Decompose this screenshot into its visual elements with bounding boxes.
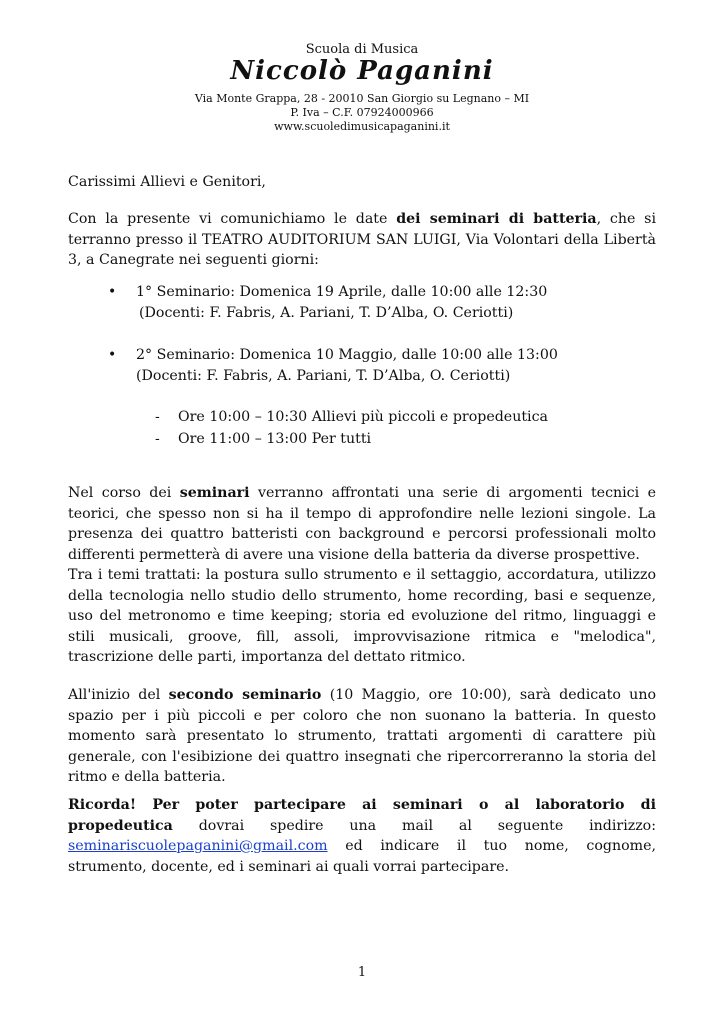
intro-text-bold: dei seminari di batteria [396,211,597,227]
page-number: 1 [357,965,367,980]
intro-text-after: , che si terranno presso il TEATRO AUDITORIUM SAN LUIGI, Via Volontari della Libertà 3, a Canegrate nei seguenti giorni: [68,211,656,268]
seminar-1-teachers: (Docenti: F. Fabris, A. Pariani, T. D’Alba, O. Ceriotti) [139,305,514,321]
reminder-bold: Ricorda! Per poter partecipare ai seminari o al laboratorio di propedeutica [68,797,656,834]
para1-before: Nel corso dei [68,485,180,501]
bullet-icon: • [108,347,117,363]
para2-bold: secondo seminario [168,687,322,703]
seminars-description [68,483,656,668]
vat-line: P. Iva – C.F. 07924000966 [290,106,434,119]
second-seminar-description [68,685,656,788]
reminder-middle: dovrai spedire una mail al seguente indirizzo: [172,817,656,834]
email-link[interactable]: seminariscuolepaganini@gmail.com [68,838,328,854]
website-line[interactable]: www.scuoledimusicapaganini.it [274,120,450,133]
school-contact-block [0,92,724,134]
registration-notice [68,795,656,877]
reminder-after: ed indicare il tuo nome, cognome, strumento, docente, ed i seminari ai quali vorrai partecipare. [68,838,656,875]
seminar-1-title: 1° Seminario: Domenica 19 Aprile, dalle 10:00 alle 12:30 [136,284,548,300]
schedule-item: Ore 10:00 – 10:30 Allievi più piccoli e propedeutica [178,409,548,425]
para2-before: All'inizio del [68,687,169,703]
seminar-2-teachers: (Docenti: F. Fabris, A. Pariani, T. D’Alba, O. Ceriotti) [136,368,511,384]
school-label: Scuola di Musica [305,42,419,57]
greeting: Carissimi Allievi e Genitori, [68,174,266,190]
dash-icon: - [155,409,160,425]
address-line: Via Monte Grappa, 28 - 20010 San Giorgio su Legnano – MI [194,92,530,105]
schedule-item: Ore 11:00 – 13:00 Per tutti [178,431,372,447]
dash-icon: - [155,431,160,447]
school-name-logo: Niccolò Paganini [230,56,494,86]
para2-after: (10 Maggio, ore 10:00), sarà dedicato uno spazio per i più piccoli e per coloro che non suonano la batteria. In questo momento sarà presentato lo strumento, trattati argomenti di carattere più generale, con l'esibizione dei quattro insegnati che ripercorreranno la storia del ritmo e della batteria. [68,687,656,785]
intro-text-before: Con la presente vi comunichiamo le date [68,211,397,227]
topics-text: Tra i temi trattati: la postura sullo strumento e il settaggio, accordatura, utilizzo della tecnologia nello studio dello strumento, home recording, basi e sequenze, uso del metronomo e time keeping; storia ed evoluzione del ritmo, linguaggi e stili musicali, groove, fill, assoli, improvvisazione ritmica e "melodica", trascrizione delle parti, importanza del dettato ritmico. [68,567,656,665]
intro-paragraph [68,209,656,271]
seminar-2-title: 2° Seminario: Domenica 10 Maggio, dalle 10:00 alle 13:00 [136,347,558,363]
para1-bold: seminari [179,485,250,501]
para1-after: verranno affrontati una serie di argomenti tecnici e teorici, che spesso non si ha il tempo di approfondire nelle lezioni singole. La presenza dei quattro batteristi con background e percorsi professionali molto differenti permetterà di avere una visione della batteria da diverse prospettive. [68,485,656,563]
bullet-icon: • [108,284,117,300]
